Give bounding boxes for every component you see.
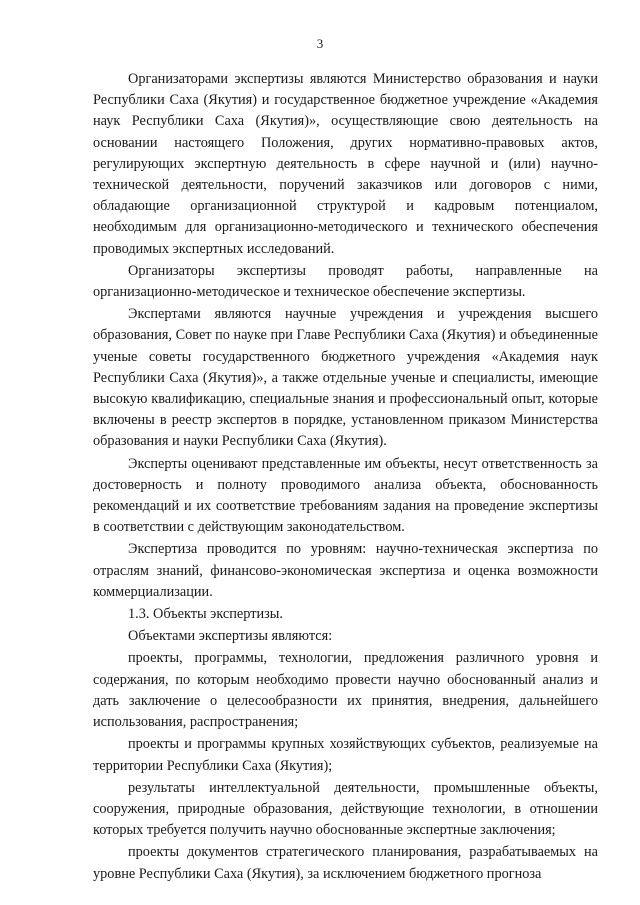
- list-item-results: результаты интеллектуальной деятельности, промышленные объекты, сооружения, природные образования, действующие технологии, в отношении которых требуется получить научно обоснованные экспертные заключения;: [93, 779, 598, 839]
- list-item-projects: проекты, программы, технологии, предложения различного уровня и содержания, по которым необходимо провести научно обоснованный анализ и дать заключение о целесообразности их принятия, внедрения, дальнейшего использования, распространения;: [93, 650, 598, 731]
- list-item-programs: проекты и программы крупных хозяйствующих субъектов, реализуемые на территории Республики Саха (Якутия);: [93, 736, 598, 774]
- page-body: [93, 69, 598, 885]
- list-item-strategic-documents: проекты документов стратегического планирования, разрабатываемых на уровне Республики Саха (Якутия), за исключением бюджетного прогноза: [93, 844, 598, 882]
- paragraph-objects-intro: Объектами экспертизы являются:: [128, 628, 333, 645]
- paragraph-organizers-work: Организаторы экспертизы проводят работы, направленные на организационно-методическое и техническое обеспечение экспертизы.: [93, 262, 598, 301]
- paragraph-experts-evaluate: Эксперты оценивают представленные им объекты, несут ответственность за достоверность и полноту проводимого анализа объекта, обоснованность рекомендаций и их соответствие требованиям задания на проведение экспертизы в соответствии с действующим законодательством.: [93, 455, 598, 536]
- paragraph-organizers: Организаторами экспертизы являются Министерство образования и науки Республики Саха (Якутия) и государственное бюджетное учреждение «Академия наук Республики Саха (Якутия)», осуществляющие свою деятельность на основании настоящего Положения, других нормативно-правовых актов, регулирующих экспертную деятельность в сфере научной и (или) научно-технической деятельности, поручений заказчиков или договоров с ними, обладающие организационной структурой и кадровым потенциалом, необходимым для организационно-методического и технического обеспечения проводимых экспертных исследований.: [93, 71, 598, 257]
- page-number: 3: [316, 36, 324, 51]
- paragraph-expertise-levels: Экспертиза проводится по уровням: научно-техническая экспертиза по отраслям знаний, финансово-экономическая экспертиза и оценка возможности коммерциализации.: [93, 541, 598, 600]
- paragraph-experts: Экспертами являются научные учреждения и учреждения высшего образования, Совет по науке при Главе Республики Саха (Якутия) и объединенные ученые советы государственного бюджетного учреждения «Академия наук Республики Саха (Якутия)», а также отдельные ученые и специалисты, имеющие высокую квалификацию, специальные знания и профессиональный опыт, которые включены в реестр экспертов в порядке, установленном приказом Министерства образования и науки Республики Саха (Якутия).: [93, 306, 598, 450]
- section-heading-objects: 1.3. Объекты экспертизы.: [128, 606, 283, 623]
